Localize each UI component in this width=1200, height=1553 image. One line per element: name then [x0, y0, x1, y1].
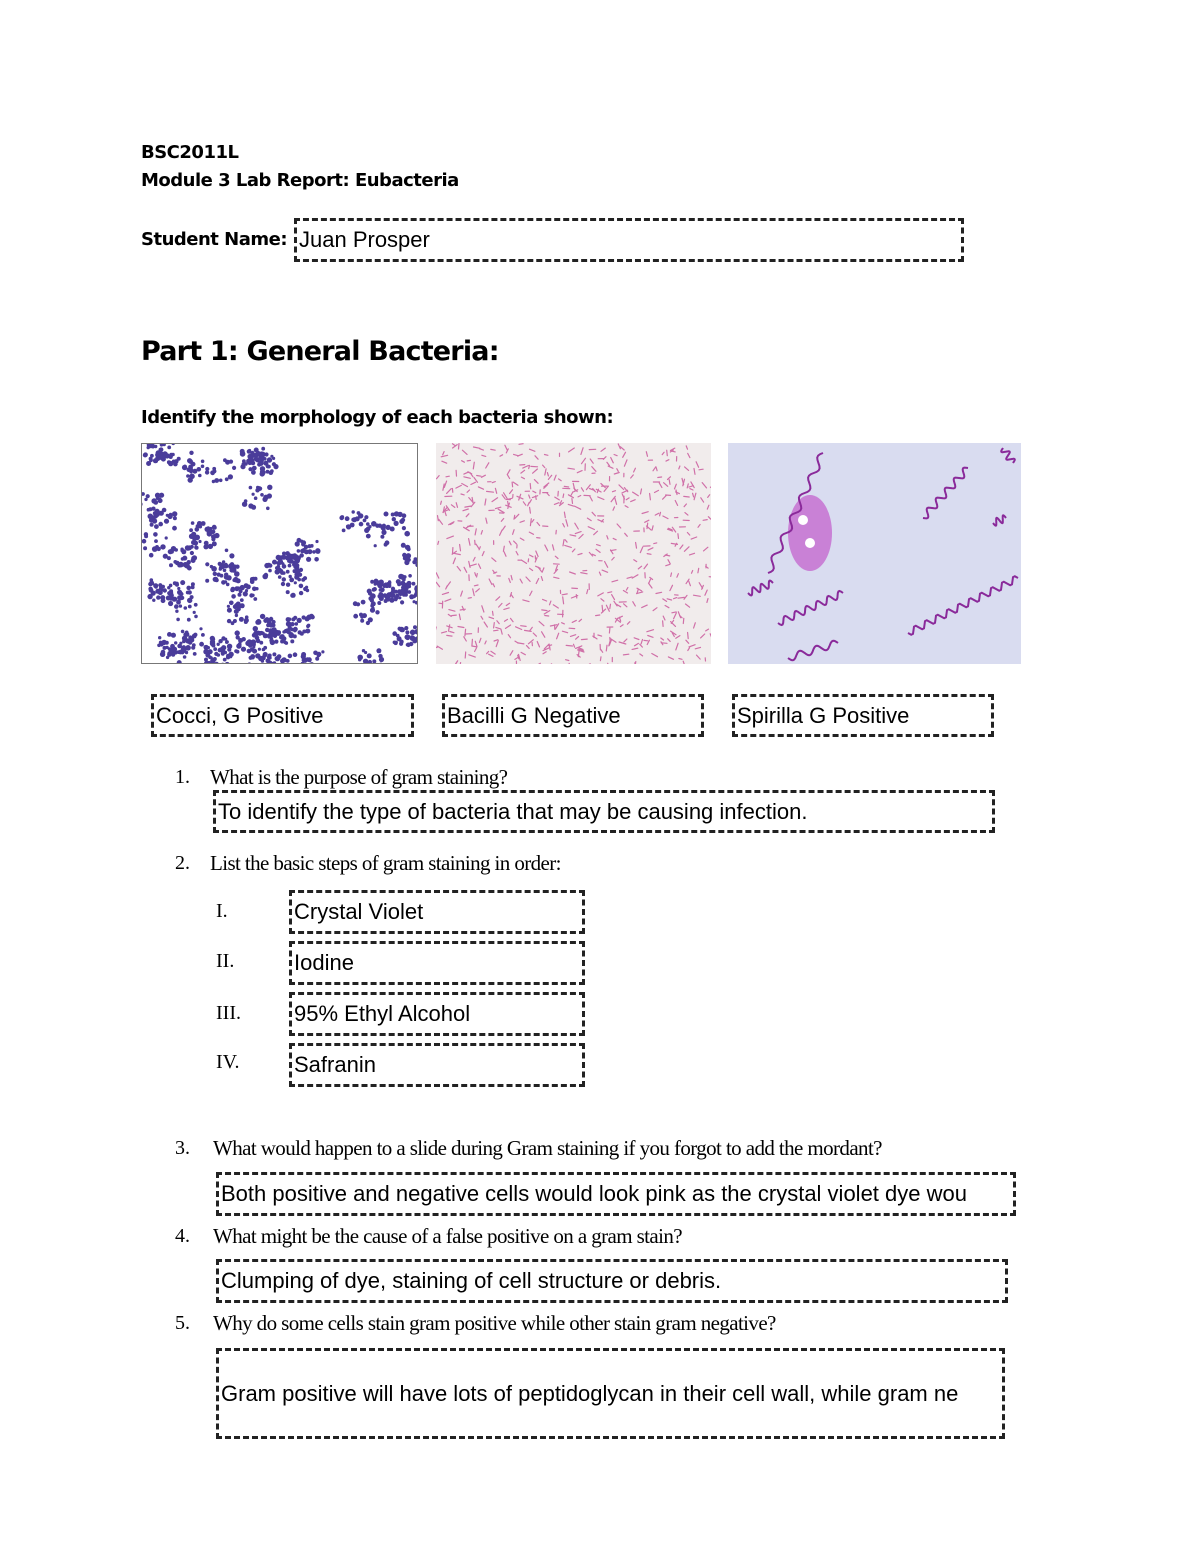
course-code: BSC2011L: [141, 142, 239, 163]
question-5-answer[interactable]: Gram positive will have lots of peptidoglycan in their cell wall, while gram ne: [216, 1348, 1005, 1439]
morphology-instruction: Identify the morphology of each bacteria shown:: [141, 407, 614, 428]
step-3-answer[interactable]: 95% Ethyl Alcohol: [289, 992, 585, 1036]
question-3-answer[interactable]: Both positive and negative cells would look pink as the crystal violet dye wou: [216, 1172, 1016, 1216]
question-1-number: 1.: [175, 766, 190, 788]
step-3-numeral: III.: [216, 1002, 241, 1024]
morphology-answer-3[interactable]: Spirilla G Positive: [732, 694, 994, 737]
part-1-heading: Part 1: General Bacteria:: [141, 336, 499, 367]
question-5-text: Why do some cells stain gram positive while other stain gram negative?: [213, 1311, 776, 1335]
morphology-answer-2[interactable]: Bacilli G Negative: [442, 694, 704, 737]
question-4-text: What might be the cause of a false positive on a gram stain?: [213, 1224, 682, 1248]
cocci-micrograph: [141, 443, 418, 664]
step-1-answer[interactable]: Crystal Violet: [289, 890, 585, 934]
question-1-text: What is the purpose of gram staining?: [210, 765, 508, 789]
question-4-answer[interactable]: Clumping of dye, staining of cell structure or debris.: [216, 1259, 1008, 1303]
step-4-numeral: IV.: [216, 1051, 240, 1073]
report-title: Module 3 Lab Report: Eubacteria: [141, 170, 459, 191]
question-2-text: List the basic steps of gram staining in order:: [210, 851, 561, 875]
spirilla-micrograph: [728, 443, 1021, 664]
question-3-text: What would happen to a slide during Gram staining if you forgot to add the mordant?: [213, 1136, 882, 1160]
morphology-answer-1[interactable]: Cocci, G Positive: [151, 694, 414, 737]
question-3-number: 3.: [175, 1137, 190, 1159]
student-name-field[interactable]: Juan Prosper: [294, 218, 964, 262]
step-1-numeral: I.: [216, 900, 228, 922]
question-2-number: 2.: [175, 852, 190, 874]
step-4-answer[interactable]: Safranin: [289, 1043, 585, 1087]
student-name-label: Student Name:: [141, 229, 288, 250]
step-2-answer[interactable]: Iodine: [289, 941, 585, 985]
step-2-numeral: II.: [216, 950, 235, 972]
question-1-answer[interactable]: To identify the type of bacteria that may be causing infection.: [213, 790, 995, 833]
question-5-number: 5.: [175, 1312, 190, 1334]
question-4-number: 4.: [175, 1225, 190, 1247]
bacilli-micrograph: [436, 443, 711, 664]
